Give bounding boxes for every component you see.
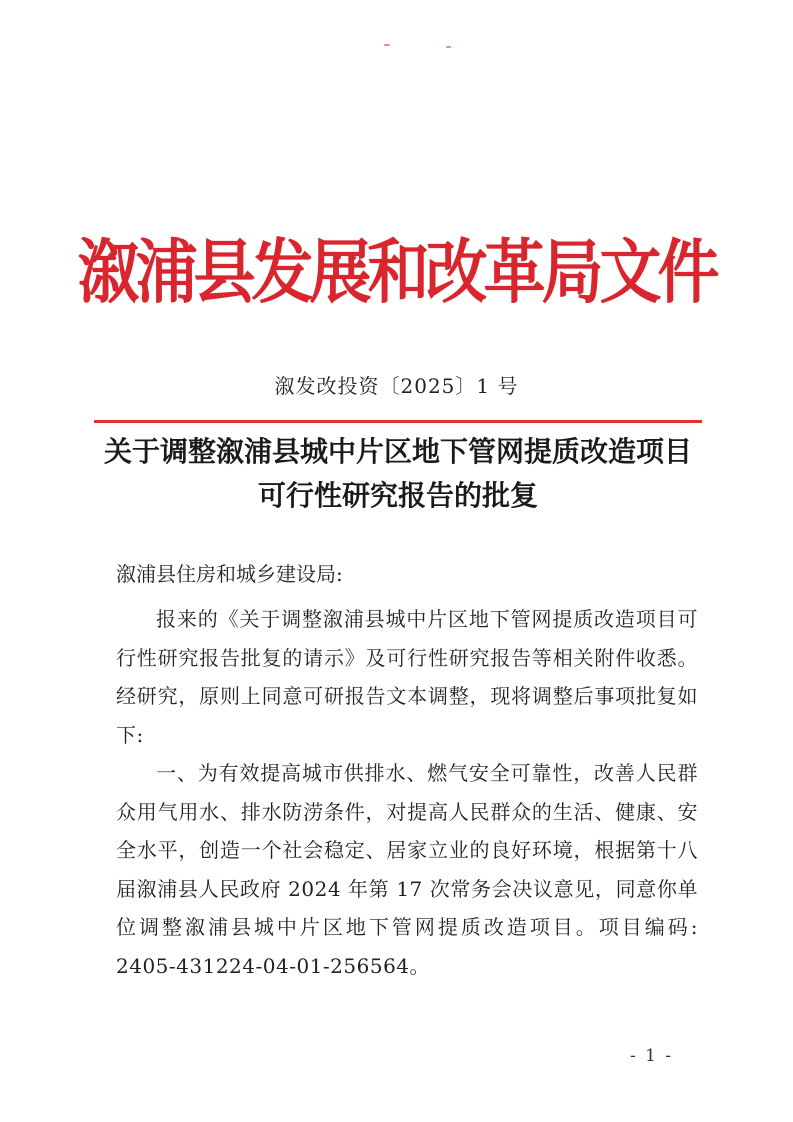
body-paragraph: 报来的《关于调整溆浦县城中片区地下管网提质改造项目可行性研究报告批复的请示》及可行性研究报告等相关附件收悉。经研究，原则上同意可研报告文本调整，现将调整后事项批复如下: [116,607,698,747]
addressee: 溆浦县住房和城乡建设局: [116,562,343,586]
document-number: 溆发改投资〔2025〕1 号 [274,374,519,398]
document-body [116,600,698,985]
subject-title: 关于调整溆浦县城中片区地下管网提质改造项目可行性研究报告的批复 [103,435,692,512]
page-number: - 1 - [630,1046,674,1066]
red-divider-line [94,420,702,423]
scan-mark [446,46,451,48]
document-header-title: 溆浦县发展和改革局文件 [77,230,716,313]
body-paragraph: 一、为有效提高城市供排水、燃气安全可靠性，改善人民群众用气用水、排水防涝条件，对提高人民群众的生活、健康、安全水平，创造一个社会稳定、居家立业的良好环境，根据第十八届溆浦县人民政府 2024 年第 17 次常务会决议意见，同意你单位调整溆浦县城中片区地下管网提质改造项目。项目编码: 2405-431224-04-01-256564。 [116,761,698,978]
scan-mark [384,44,390,46]
